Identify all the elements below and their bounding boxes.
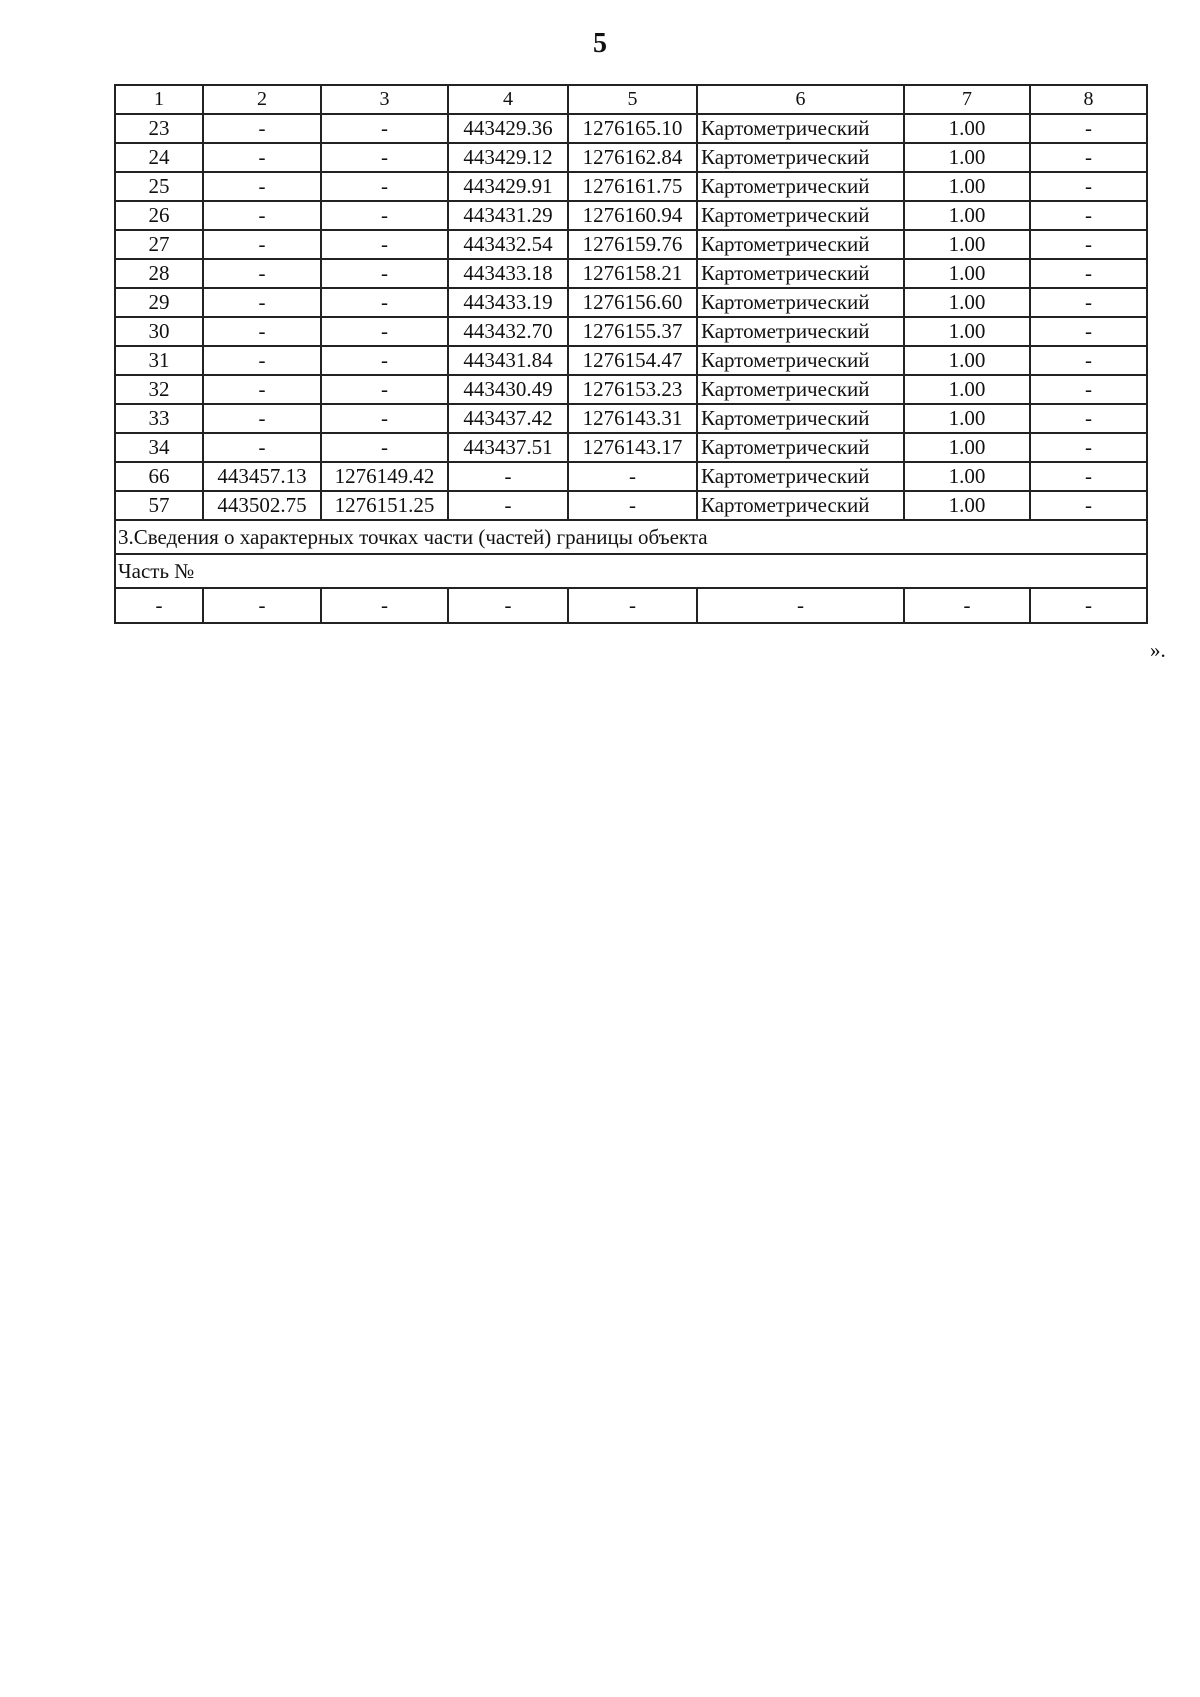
table-cell: - (1030, 346, 1147, 375)
table-cell: - (1030, 375, 1147, 404)
table-row (115, 143, 1147, 172)
table-cell: - (203, 172, 321, 201)
table-cell: 1.00 (904, 288, 1030, 317)
table-cell: 443429.12 (448, 143, 568, 172)
table-cell: 443502.75 (203, 491, 321, 520)
table-cell: 33 (115, 404, 203, 433)
table-cell: - (448, 588, 568, 623)
table-cell: - (1030, 172, 1147, 201)
table-row (115, 114, 1147, 143)
table-row (115, 172, 1147, 201)
table-cell: 29 (115, 288, 203, 317)
header-cell: 2 (203, 85, 321, 114)
table-cell: 1276143.31 (568, 404, 697, 433)
table-cell: - (321, 375, 448, 404)
table-cell: - (203, 114, 321, 143)
table-cell: - (1030, 143, 1147, 172)
table-cell: 1.00 (904, 259, 1030, 288)
table-cell: 1276154.47 (568, 346, 697, 375)
table-cell: 443437.51 (448, 433, 568, 462)
table-cell: 1.00 (904, 433, 1030, 462)
table-cell: 443433.19 (448, 288, 568, 317)
table-cell: - (1030, 201, 1147, 230)
table-cell: 1276159.76 (568, 230, 697, 259)
table-row (115, 317, 1147, 346)
table-cell: 1276158.21 (568, 259, 697, 288)
table-cell: 1276165.10 (568, 114, 697, 143)
method-cell: Картометрический (697, 259, 904, 288)
part-data-row (115, 588, 1147, 623)
table-cell: 57 (115, 491, 203, 520)
table-cell: - (568, 588, 697, 623)
table-row (115, 404, 1147, 433)
table-cell: 443431.84 (448, 346, 568, 375)
table-cell: - (1030, 588, 1147, 623)
part-label-row (115, 554, 1147, 588)
table-cell: - (203, 201, 321, 230)
table-cell: 32 (115, 375, 203, 404)
coordinates-table (114, 84, 1148, 624)
header-cell: 6 (697, 85, 904, 114)
table-cell: 1276155.37 (568, 317, 697, 346)
table-row (115, 201, 1147, 230)
table-row (115, 230, 1147, 259)
table-cell: 1276149.42 (321, 462, 448, 491)
table-cell: 1.00 (904, 230, 1030, 259)
table-cell: 1.00 (904, 201, 1030, 230)
method-cell: Картометрический (697, 404, 904, 433)
table-cell: - (321, 143, 448, 172)
table-cell: 1276162.84 (568, 143, 697, 172)
table-header-row (115, 85, 1147, 114)
section-title: 3.Сведения о характерных точках части (частей) границы объекта (115, 520, 1147, 554)
table-row (115, 433, 1147, 462)
header-cell: 7 (904, 85, 1030, 114)
method-cell: Картометрический (697, 433, 904, 462)
method-cell: Картометрический (697, 143, 904, 172)
table-cell: - (321, 317, 448, 346)
table-cell: 1276153.23 (568, 375, 697, 404)
table-cell: - (568, 462, 697, 491)
table-cell: - (448, 462, 568, 491)
table-cell: - (1030, 404, 1147, 433)
table-cell: - (1030, 230, 1147, 259)
table-cell: 443432.54 (448, 230, 568, 259)
header-cell: 4 (448, 85, 568, 114)
table-cell: 1.00 (904, 317, 1030, 346)
method-cell: Картометрический (697, 491, 904, 520)
table-cell: - (321, 201, 448, 230)
table-cell: 1.00 (904, 404, 1030, 433)
table-cell: 443430.49 (448, 375, 568, 404)
table-cell: 1.00 (904, 143, 1030, 172)
table-cell: - (321, 288, 448, 317)
table-cell: 1.00 (904, 346, 1030, 375)
method-cell: Картометрический (697, 375, 904, 404)
table-row (115, 346, 1147, 375)
table-cell: - (203, 404, 321, 433)
header-cell: 8 (1030, 85, 1147, 114)
method-cell: Картометрический (697, 172, 904, 201)
method-cell: Картометрический (697, 346, 904, 375)
table-cell: 25 (115, 172, 203, 201)
method-cell: Картометрический (697, 201, 904, 230)
table-cell: 443457.13 (203, 462, 321, 491)
header-cell: 1 (115, 85, 203, 114)
table-cell: 443437.42 (448, 404, 568, 433)
table-cell: - (203, 143, 321, 172)
table-cell: - (321, 404, 448, 433)
method-cell: Картометрический (697, 114, 904, 143)
table-cell: 443433.18 (448, 259, 568, 288)
table-cell: 30 (115, 317, 203, 346)
table-cell: - (321, 346, 448, 375)
page-number: 5 (593, 28, 607, 59)
table-cell: - (115, 588, 203, 623)
table-cell: - (203, 317, 321, 346)
table-cell: - (568, 491, 697, 520)
table-cell: - (1030, 259, 1147, 288)
table-cell: 34 (115, 433, 203, 462)
table-row (115, 259, 1147, 288)
table-body (115, 85, 1147, 623)
table-cell: - (321, 433, 448, 462)
part-label: Часть № (115, 554, 1147, 588)
table-cell: - (321, 259, 448, 288)
table-cell: - (203, 588, 321, 623)
table-cell: - (1030, 433, 1147, 462)
method-cell: Картометрический (697, 288, 904, 317)
table-cell: - (904, 588, 1030, 623)
table-cell: - (321, 114, 448, 143)
table-cell: - (203, 433, 321, 462)
table-cell: 1.00 (904, 375, 1030, 404)
method-cell: Картометрический (697, 462, 904, 491)
table-cell: - (203, 346, 321, 375)
table-cell: 24 (115, 143, 203, 172)
section-title-row (115, 520, 1147, 554)
table-row (115, 491, 1147, 520)
table-cell: 1276156.60 (568, 288, 697, 317)
table-cell: 28 (115, 259, 203, 288)
table-row (115, 462, 1147, 491)
table-row (115, 375, 1147, 404)
header-cell: 3 (321, 85, 448, 114)
table-cell: 443429.36 (448, 114, 568, 143)
table-cell: 31 (115, 346, 203, 375)
table-cell: 443431.29 (448, 201, 568, 230)
table-cell: 1276161.75 (568, 172, 697, 201)
table-cell: 1276151.25 (321, 491, 448, 520)
table-cell: 1276160.94 (568, 201, 697, 230)
table-cell: 443432.70 (448, 317, 568, 346)
table-cell: 443429.91 (448, 172, 568, 201)
table-cell: - (203, 230, 321, 259)
closing-quote: ». (1150, 638, 1166, 662)
table-cell: - (203, 375, 321, 404)
table-cell: - (448, 491, 568, 520)
table-cell: 1.00 (904, 114, 1030, 143)
table-cell: 23 (115, 114, 203, 143)
table-cell: 1.00 (904, 491, 1030, 520)
table-cell: - (1030, 462, 1147, 491)
table-cell: 1276143.17 (568, 433, 697, 462)
table-cell: - (1030, 491, 1147, 520)
table-cell: 1.00 (904, 172, 1030, 201)
table-cell: - (203, 259, 321, 288)
table-cell: - (1030, 317, 1147, 346)
table-cell: - (321, 230, 448, 259)
header-cell: 5 (568, 85, 697, 114)
table-row (115, 288, 1147, 317)
table-cell: - (321, 588, 448, 623)
method-cell: Картометрический (697, 317, 904, 346)
table-cell: - (697, 588, 904, 623)
table-cell: - (1030, 114, 1147, 143)
table-cell: - (321, 172, 448, 201)
table-cell: 1.00 (904, 462, 1030, 491)
table-cell: 27 (115, 230, 203, 259)
table-cell: - (203, 288, 321, 317)
table-cell: 66 (115, 462, 203, 491)
table-cell: 26 (115, 201, 203, 230)
table-cell: - (1030, 288, 1147, 317)
method-cell: Картометрический (697, 230, 904, 259)
